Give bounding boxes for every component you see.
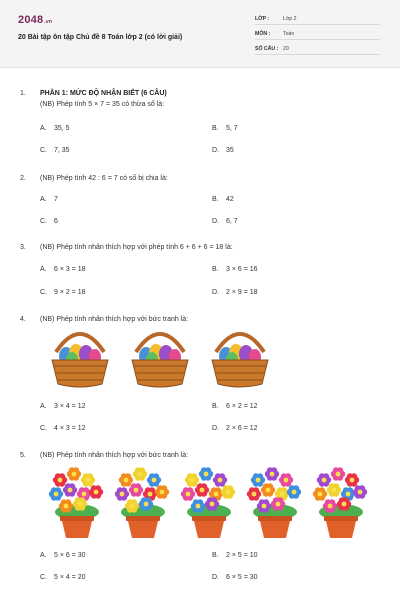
option-b[interactable]: B. 6 × 2 = 12 bbox=[212, 403, 258, 410]
option-c[interactable]: C. 7, 35 bbox=[40, 147, 70, 154]
question-text: (NB) Phép tính 42 : 6 = 7 có số bị chia là: bbox=[40, 175, 168, 182]
question-text: (NB) Phép tính nhân thích hợp với bức tranh là: bbox=[40, 316, 189, 323]
document-title: 20 Bài tập ôn tập Chủ đề 8 Toán lớp 2 (có lời giải) bbox=[18, 34, 183, 41]
site-logo[interactable]: 2048.vn bbox=[18, 14, 53, 26]
flower-pot-icon bbox=[312, 466, 370, 540]
question-text: (NB) Phép tính nhân thích hợp với phép tính 6 + 6 + 6 = 18 là: bbox=[40, 244, 233, 251]
option-b[interactable]: B. 3 × 6 = 16 bbox=[212, 266, 258, 273]
option-b[interactable]: B. 42 bbox=[212, 196, 234, 203]
option-a[interactable]: A. 35, 5 bbox=[40, 125, 70, 132]
option-d[interactable]: D. 35 bbox=[212, 147, 234, 154]
question-text: (NB) Phép tính 5 × 7 = 35 có thừa số là: bbox=[40, 101, 165, 108]
document-header: 2048.vn 20 Bài tập ôn tập Chủ đề 8 Toán lớp 2 (có lời giải) LỚP : Lớp 2 MÔN : Toán SỐ CÂU : 20 bbox=[0, 0, 400, 68]
option-c[interactable]: C. 6 bbox=[40, 218, 58, 225]
option-a[interactable]: A. 6 × 3 = 18 bbox=[40, 266, 86, 273]
flower-pot-icon bbox=[246, 466, 304, 540]
option-c[interactable]: C. 4 × 3 = 12 bbox=[40, 425, 86, 432]
option-b[interactable]: B. 2 × 5 = 10 bbox=[212, 552, 258, 559]
option-d[interactable]: D. 6 × 5 = 30 bbox=[212, 574, 258, 581]
option-a[interactable]: A. 7 bbox=[40, 196, 58, 203]
option-b[interactable]: B. 5, 7 bbox=[212, 125, 238, 132]
question-text: (NB) Phép tính nhân thích hợp với bức tranh là: bbox=[40, 452, 189, 459]
section-title: PHẦN 1: MỨC ĐỘ NHẬN BIẾT (6 CÂU) bbox=[40, 90, 167, 97]
option-c[interactable]: C. 9 × 2 = 18 bbox=[40, 289, 86, 296]
flower-pot-icon bbox=[180, 466, 238, 540]
option-a[interactable]: A. 5 × 6 = 30 bbox=[40, 552, 86, 559]
option-d[interactable]: D. 2 × 9 = 18 bbox=[212, 289, 258, 296]
egg-basket-icon bbox=[48, 330, 112, 388]
option-c[interactable]: C. 5 × 4 = 20 bbox=[40, 574, 86, 581]
flower-pot-icon bbox=[48, 466, 106, 540]
option-d[interactable]: D. 2 × 6 = 12 bbox=[212, 425, 258, 432]
option-d[interactable]: D. 6, 7 bbox=[212, 218, 238, 225]
egg-basket-icon bbox=[128, 330, 192, 388]
option-a[interactable]: A. 3 × 4 = 12 bbox=[40, 403, 86, 410]
flower-pot-icon bbox=[114, 466, 172, 540]
egg-basket-icon bbox=[208, 330, 272, 388]
